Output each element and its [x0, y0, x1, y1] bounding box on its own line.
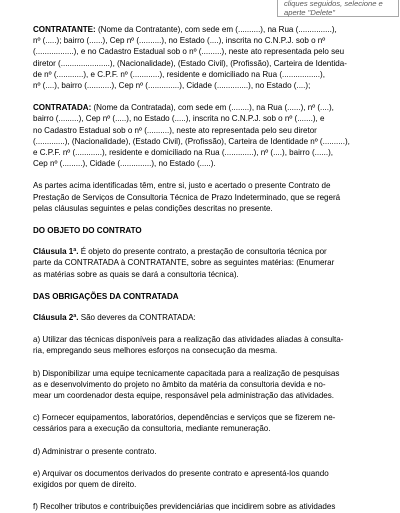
section-heading-object: DO OBJETO DO CONTRATO	[33, 226, 142, 236]
item-b-line-3: mear um coordenador desta equipe, responsável pela administração das atividades.	[33, 391, 335, 401]
item-e-line-1: e) Arquivar os documentos derivados do presente contrato e apresentá-los quando	[33, 468, 329, 478]
contratada-line-2: bairro (.........), Cep nº (.....), no Estado (.....), inscrita no C.N.P.J. sob o nº (.......), e	[33, 114, 325, 124]
instruction-note-line-1: cliques seguidos, selecione e	[284, 0, 383, 8]
clause-2-label: Cláusula 2ª.	[33, 313, 79, 323]
item-b-line-2: as e desenvolvimento do projeto no âmbito da matéria da consultoria devida e no-	[33, 379, 326, 389]
clause-2-text: São deveres da CONTRATADA:	[78, 313, 196, 323]
contratada-paragraph	[33, 102, 375, 169]
item-a-line-2: ria, empregando seus melhores esforços na consecução da mesma.	[33, 346, 278, 356]
item-c-line-1: c) Fornecer equipamentos, laboratórios, dependências e serviços que se fizerem ne-	[33, 413, 336, 423]
obligation-item-f	[33, 501, 375, 512]
obligation-item-d	[33, 446, 375, 457]
contratada-line-1: (Nome da Contratada), com sede em (........), na Rua (......), nº (....),	[91, 103, 334, 113]
contratada-line-4: (.............), (Nacionalidade), (Estado Civil), (Profissão), Carteira de Identidade nº (..........),	[33, 136, 350, 146]
contratante-paragraph	[33, 24, 375, 91]
contratada-line-3: no Cadastro Estadual sob o nº (..........), neste ato representada pelo seu diretor	[33, 125, 317, 135]
contratada-line-6: Cep nº (.........), Cidade (..............), no Estado (.....).	[33, 159, 216, 169]
clause-1-paragraph	[33, 246, 375, 280]
instruction-note-line-2: aperte "Delete"	[284, 7, 335, 17]
contratante-line-5: de nº (............), e C.P.F. nº (............), residente e domiciliado na Rua (.................),	[33, 69, 325, 79]
clause-2-paragraph	[33, 312, 375, 323]
obligation-item-e	[33, 468, 375, 490]
contratada-line-5: e C.P.F. nº (............), residente e domiciliado na Rua (.............), nº (....), bairro (......),	[33, 148, 333, 158]
item-b-line-1: b) Disponibilizar uma equipe tecnicamente capacitada para a realização de pesquisas	[33, 368, 340, 378]
contratante-line-3: (.................), e no Cadastro Estadual sob o nº (.........), neste ato representada pelo seu	[33, 47, 345, 57]
intro-paragraph	[33, 180, 375, 214]
contratante-line-1: (Nome da Contratante), com sede em (..........), na Rua (...............),	[95, 25, 337, 34]
intro-line-2: Prestação de Serviços de Consultoria Técnica de Prazo Indeterminado, que se regerá	[33, 192, 341, 202]
obligation-item-b	[33, 368, 375, 402]
contratada-label: CONTRATADA:	[33, 103, 92, 113]
instruction-note	[277, 0, 399, 17]
contratante-line-4: diretor (......................), (Nacionalidade), (Estado Civil), (Profissão), Carteira de Identida-	[33, 58, 347, 68]
contratante-line-2: nº (.....); bairro (......), Cep nº (..........), no Estado (....), inscrita no C.N.P.J. sob o nº	[33, 36, 326, 46]
item-c-line-2: cessários para a execução da consultoria, mediante remuneração.	[33, 424, 271, 434]
clause-1-label: Cláusula 1ª.	[33, 247, 79, 257]
intro-line-1: As partes acima identificadas têm, entre si, justo e acertado o presente Contrato de	[33, 181, 331, 191]
item-a-line-1: a) Utilizar das técnicas disponíveis para a realização das atividades aliadas à consulta-	[33, 335, 344, 345]
section-heading-obligations: DAS OBRIGAÇÕES DA CONTRATADA	[33, 291, 179, 301]
item-e-line-2: exigidos por quem de direito.	[33, 480, 137, 490]
item-f-line-1: f) Recolher tributos e contribuições previdenciárias que incidirem sobre as atividades	[33, 502, 336, 512]
item-d-line-1: d) Administrar o presente contrato.	[33, 446, 157, 456]
contratante-line-6: nº (....), bairro (...........), Cep nº (..............), Cidade (..............), no Estado (....);	[33, 81, 311, 91]
obligation-item-c	[33, 412, 375, 434]
contratante-label: CONTRATANTE:	[33, 25, 96, 34]
clause-1-line-1: É objeto do presente contrato, a prestação de consultoria técnica por	[78, 247, 327, 257]
obligation-item-a	[33, 334, 375, 356]
intro-line-3: pelas cláusulas seguintes e pelas condições descritas no presente.	[33, 203, 273, 213]
clause-1-line-3: as matérias sobre as quais se dará a consultoria técnica).	[33, 269, 239, 279]
contract-body	[33, 24, 375, 513]
clause-1-line-2: parte da CONTRATADA à CONTRATANTE, sobre as seguintes matérias: (Enumerar	[33, 258, 335, 268]
